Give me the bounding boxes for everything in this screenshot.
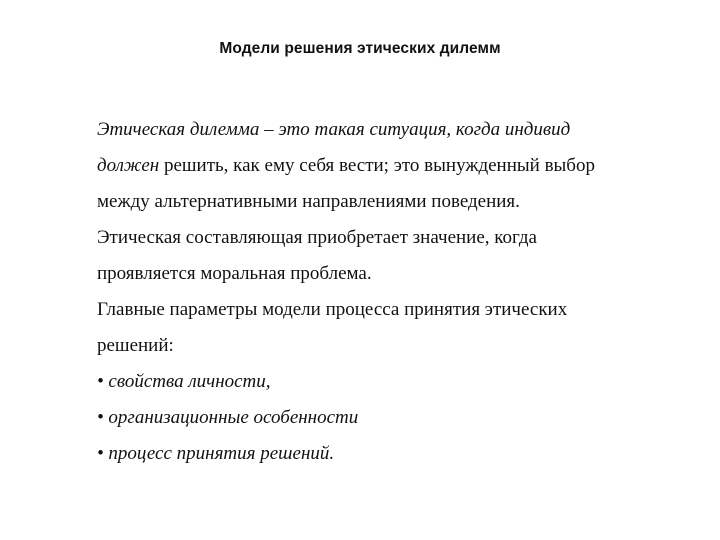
definition-line-2-italic: должен xyxy=(97,155,160,176)
slide-body-text xyxy=(97,112,657,472)
bullet-item-personality: • свойства личности, xyxy=(97,371,271,392)
slide-title: Модели решения этических дилемм xyxy=(219,40,501,57)
definition-line-2-rest: решить, как ему себя вести; это вынужденный выбор xyxy=(159,155,595,176)
ethical-component-line-1: Этическая составляющая приобретает значение, когда xyxy=(97,227,537,248)
ethical-component-line-2: проявляется моральная проблема. xyxy=(97,263,372,284)
parameters-line-1: Главные параметры модели процесса принятия этических xyxy=(97,299,568,320)
bullet-item-decision-process: • процесс принятия решений. xyxy=(97,443,335,464)
definition-line-2 xyxy=(97,148,657,184)
definition-line-3: между альтернативными направлениями поведения. xyxy=(97,191,520,212)
parameters-line-2: решений: xyxy=(97,335,174,356)
definition-line-1: Этическая дилемма – это такая ситуация, когда индивид xyxy=(97,119,571,140)
bullet-item-organization: • организационные особенности xyxy=(97,407,359,428)
